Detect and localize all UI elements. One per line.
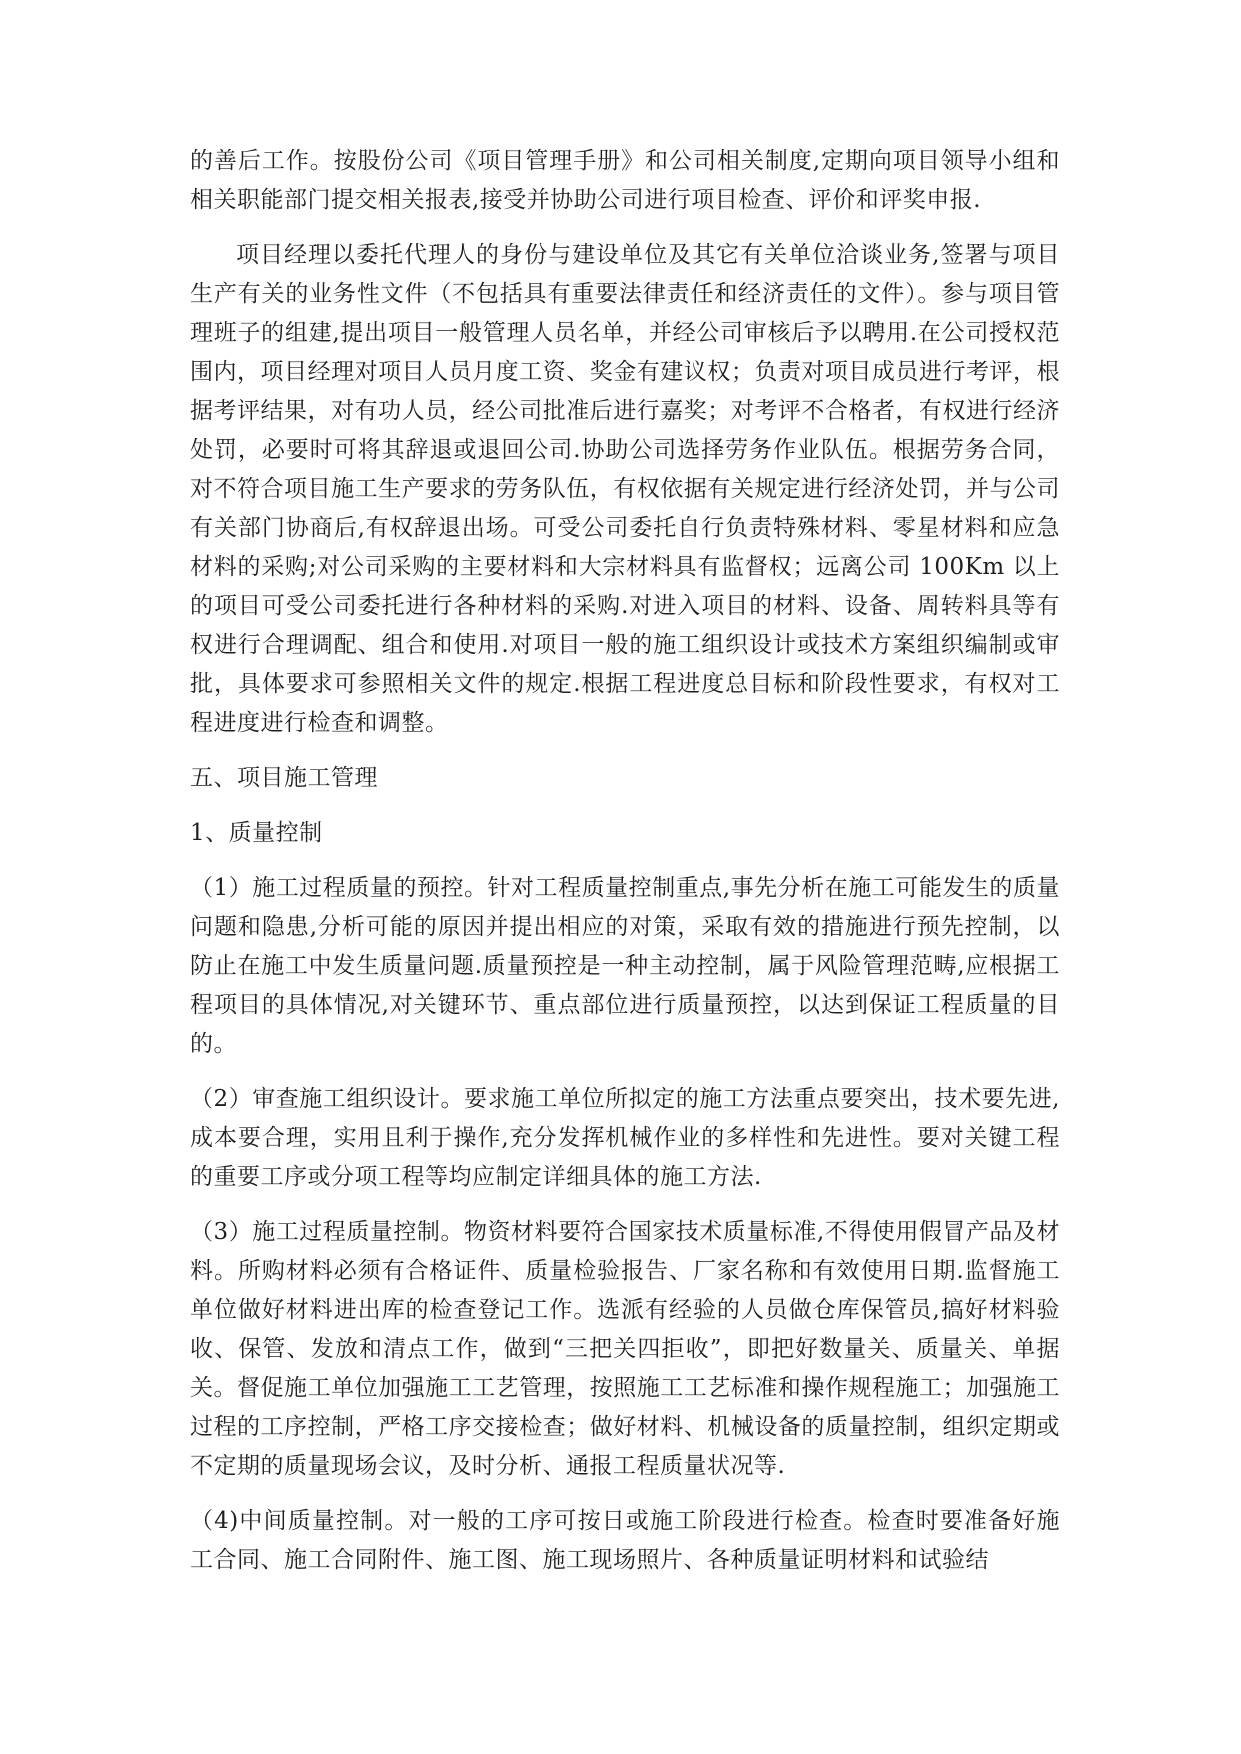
- paragraph-quality-precontrol: （1）施工过程质量的预控。针对工程质量控制重点,事先分析在施工可能发生的质量问题和隐患,分析可能的原因并提出相应的对策，采取有效的措施进行预先控制，以防止在施工中发生质量问题.质量预控是一种主动控制，属于风险管理范畴,应根据工程项目的具体情况,对关键环节、重点部位进行质量预控，以达到保证工程质量的目的。: [190, 875, 1060, 1057]
- subsection-heading-quality-control: 1、质量控制: [190, 820, 323, 846]
- paragraph-intermediate-quality-control: （4)中间质量控制。对一般的工序可按日或施工阶段进行检查。检查时要准备好施工合同、施工合同附件、施工图、施工现场照片、各种质量证明材料和试验结: [190, 1508, 1060, 1573]
- paragraph-construction-design-review: （2）审查施工组织设计。要求施工单位所拟定的施工方法重点要突出，技术要先进,成本要合理，实用且利于操作,充分发挥机械作业的多样性和先进性。要对关键工程的重要工序或分项工程等均应制定详细具体的施工方法.: [190, 1086, 1060, 1190]
- paragraph-process-quality-control: （3）施工过程质量控制。物资材料要符合国家技术质量标准,不得使用假冒产品及材料。所购材料必须有合格证件、质量检验报告、厂家名称和有效使用日期.监督施工单位做好材料进出库的检查登记工作。选派有经验的人员做仓库保管员,搞好材料验收、保管、发放和清点工作，做到“三把关四拒收”，即把好数量关、质量关、单据关。督促施工单位加强施工工艺管理，按照施工工艺标准和操作规程施工；加强施工过程的工序控制，严格工序交接检查；做好材料、机械设备的质量控制，组织定期或不定期的质量现场会议，及时分析、通报工程质量状况等.: [190, 1219, 1060, 1479]
- document-body: [190, 142, 1060, 1596]
- paragraph-aftercare-work: 的善后工作。按股份公司《项目管理手册》和公司相关制度,定期向项目领导小组和相关职能部门提交相关报表,接受并协助公司进行项目检查、评价和评奖申报.: [190, 148, 1060, 213]
- paragraph-project-manager-authority: 项目经理以委托代理人的身份与建设单位及其它有关单位洽谈业务,签署与项目生产有关的业务性文件（不包括具有重要法律责任和经济责任的文件）。参与项目管理班子的组建,提出项目一般管理人员名单，并经公司审核后予以聘用.在公司授权范围内，项目经理对项目人员月度工资、奖金有建议权；负责对项目成员进行考评，根据考评结果，对有功人员，经公司批准后进行嘉奖；对考评不合格者，有权进行经济处罚，必要时可将其辞退或退回公司.协助公司选择劳务作业队伍。根据劳务合同，对不符合项目施工生产要求的劳务队伍，有权依据有关规定进行经济处罚，并与公司有关部门协商后,有权辞退出场。可受公司委托自行负责特殊材料、零星材料和应急材料的采购;对公司采购的主要材料和大宗材料具有监督权；远离公司 100Km 以上的项目可受公司委托进行各种材料的采购.对进入项目的材料、设备、周转料具等有权进行合理调配、组合和使用.对项目一般的施工组织设计或技术方案组织编制或审批，具体要求可参照相关文件的规定.根据工程进度总目标和阶段性要求，有权对工程进度进行检查和调整。: [190, 242, 1060, 736]
- section-heading-construction-management: 五、项目施工管理: [190, 765, 378, 791]
